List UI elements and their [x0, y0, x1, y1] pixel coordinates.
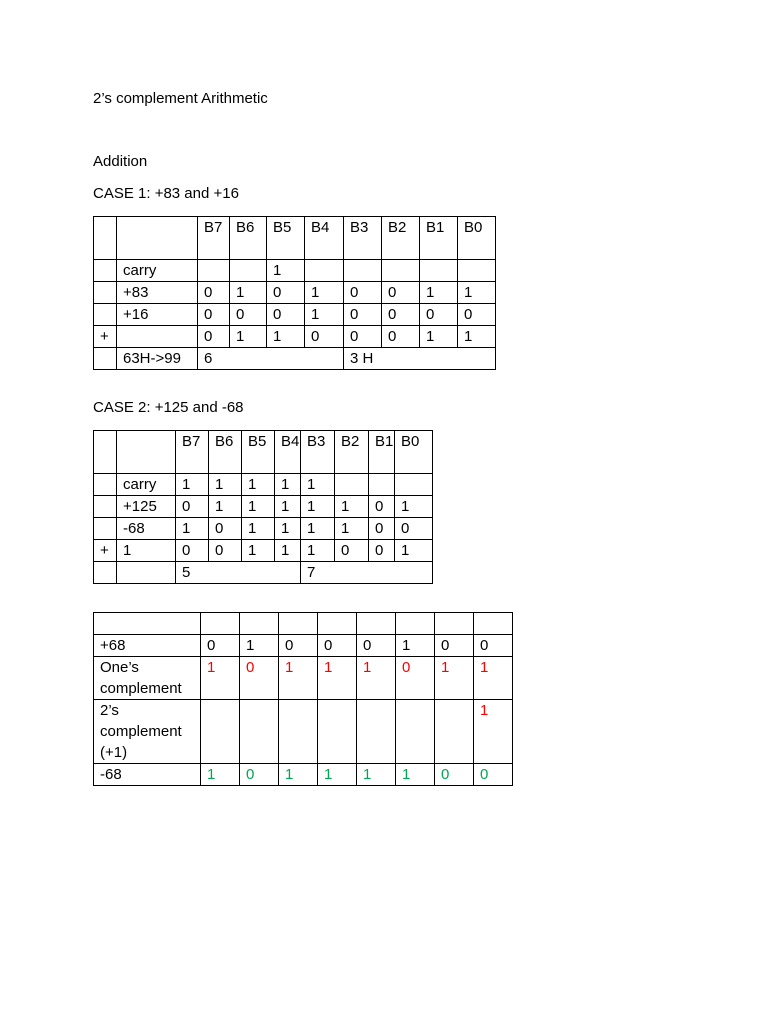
bit-cell: 0 — [357, 635, 396, 657]
bit-cell: 0 — [474, 635, 513, 657]
table-row — [94, 518, 433, 540]
bit-cell: 1 — [209, 496, 242, 518]
table-cell — [94, 518, 117, 540]
bit-header: B2 — [382, 217, 420, 260]
bit-cell — [240, 700, 279, 764]
bit-cell: 1 — [335, 518, 369, 540]
bit-cell: 1 — [279, 764, 318, 786]
table-cell — [94, 474, 117, 496]
bit-header: B6 — [230, 217, 267, 260]
bit-header: B3 — [301, 431, 335, 474]
bit-cell: 1 — [176, 474, 209, 496]
bit-cell — [201, 613, 240, 635]
bit-cell: 1 — [318, 657, 357, 700]
bit-cell: 1 — [396, 635, 435, 657]
table-row — [94, 431, 433, 474]
bit-cell — [458, 260, 496, 282]
case1-label: CASE 1: +83 and +16 — [93, 185, 239, 202]
bit-cell: 0 — [279, 635, 318, 657]
table-cell — [94, 613, 201, 635]
bit-cell: 0 — [176, 540, 209, 562]
bit-cell — [369, 474, 395, 496]
bit-cell: 1 — [275, 518, 301, 540]
bit-cell: 0 — [369, 540, 395, 562]
bit-cell: 0 — [198, 326, 230, 348]
bit-cell — [335, 474, 369, 496]
operator-cell: + — [94, 326, 117, 348]
low-nibble-cell: 7 — [301, 562, 433, 584]
row-label: +16 — [117, 304, 198, 326]
table-cell — [94, 282, 117, 304]
row-label: carry — [117, 260, 198, 282]
bit-cell: 0 — [344, 282, 382, 304]
row-label: 1 — [117, 540, 176, 562]
bit-cell: 0 — [344, 326, 382, 348]
row-label: -68 — [94, 764, 201, 786]
row-label — [117, 562, 176, 584]
bit-cell: 0 — [396, 657, 435, 700]
bit-cell: 1 — [474, 657, 513, 700]
bit-cell — [396, 700, 435, 764]
bit-cell — [318, 613, 357, 635]
bit-cell: 1 — [275, 540, 301, 562]
bit-header: B7 — [176, 431, 209, 474]
table-row — [94, 217, 496, 260]
bit-header: B5 — [267, 217, 305, 260]
bit-cell: 0 — [369, 496, 395, 518]
bit-cell: 0 — [435, 764, 474, 786]
row-label: +125 — [117, 496, 176, 518]
row-label: 63H->99 — [117, 348, 198, 370]
row-label: carry — [117, 474, 176, 496]
bit-cell — [357, 700, 396, 764]
bit-cell: 1 — [230, 282, 267, 304]
bit-cell: 1 — [301, 518, 335, 540]
bit-cell: 1 — [242, 540, 275, 562]
bit-cell: 1 — [301, 496, 335, 518]
bit-cell — [230, 260, 267, 282]
bit-cell: 0 — [198, 282, 230, 304]
bit-cell — [305, 260, 344, 282]
bit-cell: 1 — [458, 326, 496, 348]
table-cell — [94, 304, 117, 326]
operator-cell: + — [94, 540, 117, 562]
bit-cell — [357, 613, 396, 635]
bit-cell: 1 — [230, 326, 267, 348]
bit-cell: 1 — [420, 326, 458, 348]
case2-label: CASE 2: +125 and -68 — [93, 399, 244, 416]
high-nibble-cell: 6 — [198, 348, 344, 370]
table-cell — [94, 496, 117, 518]
bit-cell: 1 — [279, 657, 318, 700]
high-nibble-cell: 5 — [176, 562, 301, 584]
bit-cell: 1 — [242, 496, 275, 518]
bit-cell: 1 — [240, 635, 279, 657]
table-cell — [94, 348, 117, 370]
bit-cell — [198, 260, 230, 282]
table-row — [94, 260, 496, 282]
bit-header: B0 — [395, 431, 433, 474]
bit-header: B7 — [198, 217, 230, 260]
table-cell — [94, 431, 117, 474]
bit-cell: 0 — [369, 518, 395, 540]
bit-cell: 1 — [201, 764, 240, 786]
bit-cell: 1 — [357, 764, 396, 786]
table-cell — [117, 217, 198, 260]
bit-cell: 1 — [435, 657, 474, 700]
bit-cell: 0 — [435, 635, 474, 657]
table-row — [94, 657, 513, 700]
bit-cell: 0 — [267, 304, 305, 326]
bit-cell: 1 — [420, 282, 458, 304]
bit-header: B5 — [242, 431, 275, 474]
bit-cell: 0 — [209, 518, 242, 540]
bit-cell — [435, 613, 474, 635]
bit-header: B1 — [369, 431, 395, 474]
table-cell — [117, 431, 176, 474]
table-row — [94, 635, 513, 657]
bit-cell — [420, 260, 458, 282]
bit-header: B4 — [275, 431, 301, 474]
bit-cell: 0 — [382, 304, 420, 326]
case1-table — [93, 216, 496, 370]
row-label — [117, 326, 198, 348]
bit-cell: 0 — [318, 635, 357, 657]
bit-header: B4 — [305, 217, 344, 260]
bit-cell: 0 — [201, 635, 240, 657]
bit-cell: 0 — [230, 304, 267, 326]
bit-cell — [201, 700, 240, 764]
bit-cell: 1 — [176, 518, 209, 540]
bit-header: B1 — [420, 217, 458, 260]
bit-cell: 1 — [305, 282, 344, 304]
bit-cell — [382, 260, 420, 282]
table-row — [94, 764, 513, 786]
bit-header: B2 — [335, 431, 369, 474]
bit-cell: 1 — [209, 474, 242, 496]
bit-cell: 0 — [420, 304, 458, 326]
bit-cell: 1 — [474, 700, 513, 764]
bit-cell — [279, 613, 318, 635]
bit-cell — [396, 613, 435, 635]
bit-header: B0 — [458, 217, 496, 260]
bit-cell: 1 — [335, 496, 369, 518]
table-row — [94, 474, 433, 496]
bit-cell: 1 — [395, 540, 433, 562]
document-title: 2’s complement Arithmetic — [93, 90, 268, 107]
bit-cell: 0 — [209, 540, 242, 562]
bit-cell: 1 — [267, 326, 305, 348]
row-label: 2’s complement (+1) — [94, 700, 201, 764]
bit-cell: 1 — [301, 474, 335, 496]
row-label: +83 — [117, 282, 198, 304]
bit-cell: 0 — [344, 304, 382, 326]
row-label: -68 — [117, 518, 176, 540]
bit-cell: 1 — [242, 518, 275, 540]
bit-cell: 1 — [242, 474, 275, 496]
bit-cell: 0 — [198, 304, 230, 326]
bit-cell: 1 — [275, 474, 301, 496]
bit-header: B3 — [344, 217, 382, 260]
bit-cell: 0 — [382, 326, 420, 348]
bit-cell — [318, 700, 357, 764]
table-row — [94, 540, 433, 562]
bit-cell: 1 — [275, 496, 301, 518]
table-row — [94, 562, 433, 584]
bit-cell: 1 — [458, 282, 496, 304]
table-row — [94, 613, 513, 635]
bit-cell: 1 — [301, 540, 335, 562]
table-row — [94, 496, 433, 518]
table-row — [94, 282, 496, 304]
table-row — [94, 348, 496, 370]
table-cell — [94, 562, 117, 584]
bit-cell: 1 — [318, 764, 357, 786]
table-row — [94, 700, 513, 764]
table-cell — [94, 217, 117, 260]
bit-cell: 0 — [305, 326, 344, 348]
bit-cell: 0 — [267, 282, 305, 304]
bit-cell: 0 — [176, 496, 209, 518]
bit-cell — [474, 613, 513, 635]
table-cell — [94, 260, 117, 282]
bit-cell: 1 — [357, 657, 396, 700]
bit-cell — [240, 613, 279, 635]
low-nibble-cell: 3 H — [344, 348, 496, 370]
bit-cell: 0 — [382, 282, 420, 304]
complement-table — [93, 612, 513, 786]
row-label: +68 — [94, 635, 201, 657]
bit-cell: 0 — [240, 764, 279, 786]
bit-cell — [344, 260, 382, 282]
table-row — [94, 326, 496, 348]
section-heading-addition: Addition — [93, 153, 148, 170]
bit-cell: 1 — [396, 764, 435, 786]
bit-cell: 0 — [458, 304, 496, 326]
bit-cell: 1 — [305, 304, 344, 326]
bit-cell: 1 — [267, 260, 305, 282]
bit-cell — [279, 700, 318, 764]
bit-cell: 1 — [201, 657, 240, 700]
bit-cell: 0 — [240, 657, 279, 700]
bit-cell — [435, 700, 474, 764]
table-row — [94, 304, 496, 326]
bit-cell: 0 — [335, 540, 369, 562]
case2-table — [93, 430, 433, 584]
row-label: One’s complement — [94, 657, 201, 700]
bit-header: B6 — [209, 431, 242, 474]
bit-cell: 1 — [395, 496, 433, 518]
bit-cell: 0 — [395, 518, 433, 540]
bit-cell — [395, 474, 433, 496]
bit-cell: 0 — [474, 764, 513, 786]
